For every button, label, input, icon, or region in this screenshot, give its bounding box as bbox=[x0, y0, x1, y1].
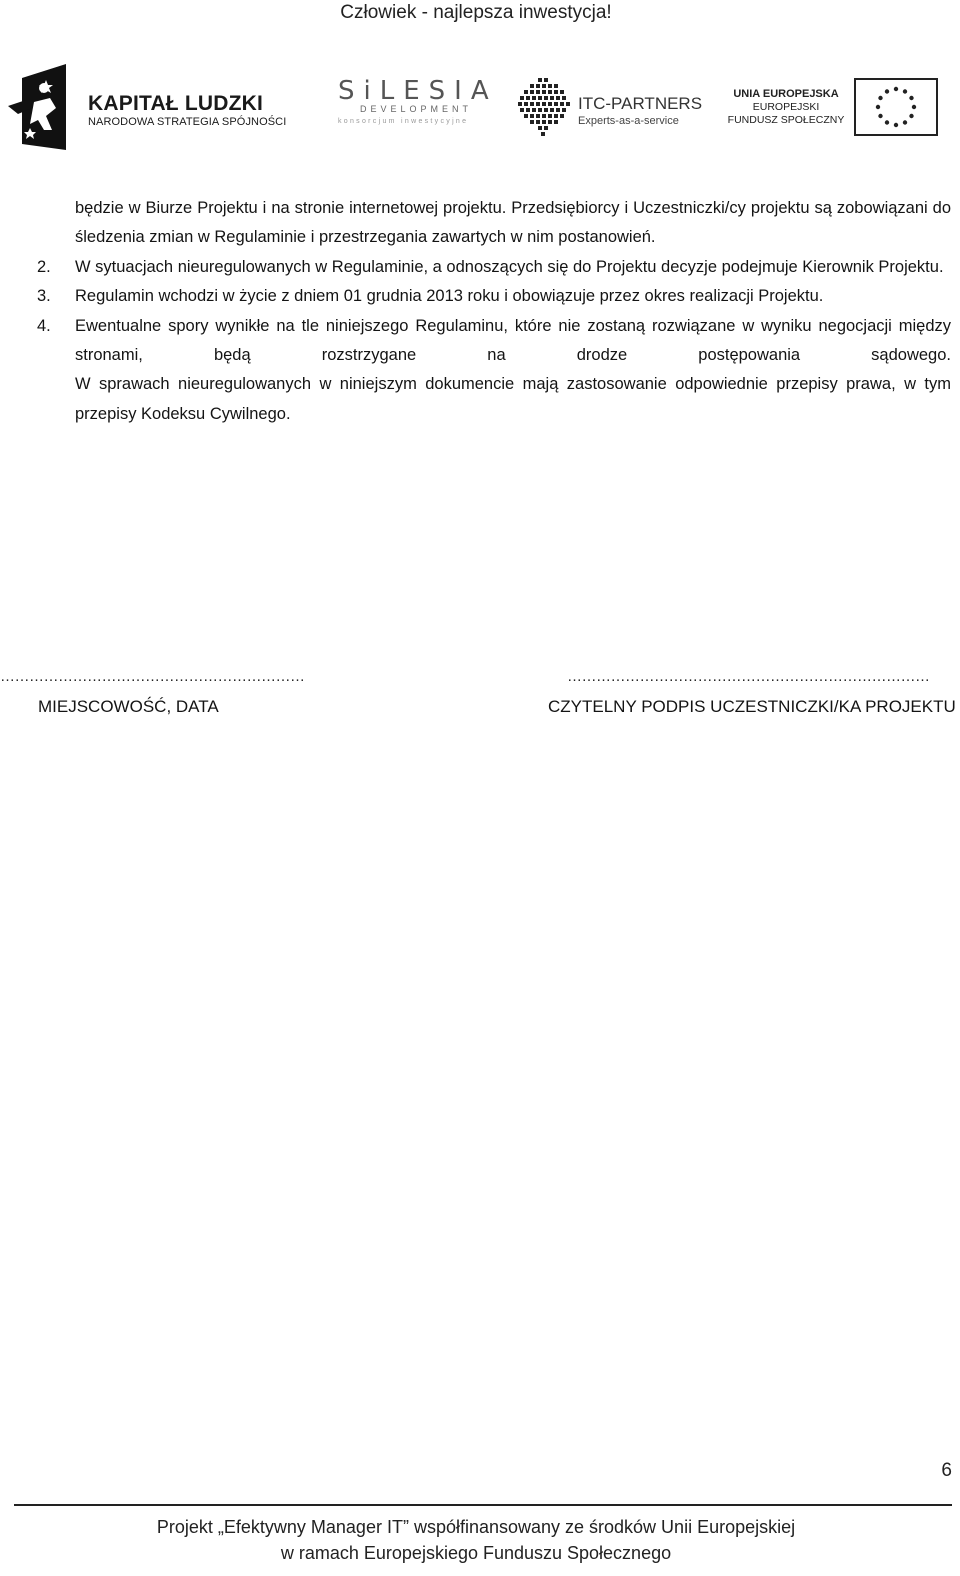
signature-dots-right: ………………………………………………………………… bbox=[567, 668, 930, 685]
itc-name: ITC-PARTNERS bbox=[578, 94, 703, 113]
eu-line3: FUNDUSZ SPOŁECZNY bbox=[727, 114, 845, 126]
continuation-paragraph: będzie w Biurze Projektu i na stronie internetowej projektu. Przedsiębiorcy i Uczestniczki/cy projektu są zobowiązani do śledzenia zmian w Regulaminie i przestrzegania zawartych w nim postanowień. bbox=[75, 199, 951, 247]
silesia-logo bbox=[338, 76, 498, 125]
itc-globe-icon bbox=[516, 76, 576, 138]
list-item bbox=[37, 253, 951, 282]
page-number: 6 bbox=[941, 1460, 952, 1481]
eu-line2: EUROPEJSKI bbox=[752, 101, 820, 113]
footer-line1: Projekt „Efektywny Manager IT” współfinansowany ze środków Unii Europejskiej bbox=[156, 1517, 796, 1537]
kapital-ludzki-subtitle: NARODOWA STRATEGIA SPÓJNOŚCI bbox=[88, 116, 287, 128]
page-footer bbox=[0, 1514, 952, 1566]
signature-label: CZYTELNY PODPIS UCZESTNICZKI/KA PROJEKTU bbox=[548, 697, 956, 716]
document-body bbox=[37, 194, 951, 429]
list-item-text: Regulamin wchodzi w życie z dniem 01 grudnia 2013 roku i obowiązuje przez okres realizacji Projektu. bbox=[75, 287, 824, 306]
place-date-label: MIEJSCOWOŚĆ, DATA bbox=[38, 697, 219, 716]
signature-dots-left: ……………………………………………………… bbox=[0, 668, 305, 685]
silesia-name: SiLESIA bbox=[338, 76, 498, 106]
page-header-title: Człowiek - najlepsza inwestycja! bbox=[340, 2, 612, 23]
eu-flag-icon bbox=[854, 78, 938, 136]
eu-logo bbox=[726, 64, 948, 154]
silesia-tagline: konsorcjum inwestycyjne bbox=[338, 118, 469, 125]
eu-line1: UNIA EUROPEJSKA bbox=[733, 88, 839, 100]
footer-divider bbox=[14, 1504, 952, 1506]
itc-partners-logo bbox=[516, 76, 706, 146]
list-item-number: 3. bbox=[37, 287, 51, 306]
silesia-sub: DEVELOPMENT bbox=[360, 104, 473, 114]
footer-line2: w ramach Europejskiego Funduszu Społecznego bbox=[280, 1543, 672, 1563]
list-item-number: 2. bbox=[37, 257, 51, 276]
list-item-number: 4. bbox=[37, 316, 51, 335]
list-item-text: W sytuacjach nieuregulowanych w Regulaminie, a odnoszących się do Projektu decyzje podejmuje Kierownik Projektu. bbox=[75, 257, 944, 276]
kapital-ludzki-name: KAPITAŁ LUDZKI bbox=[88, 92, 264, 115]
logo-bar bbox=[8, 64, 948, 154]
itc-tagline: Experts-as-a-service bbox=[578, 115, 679, 127]
kapital-ludzki-emblem-icon bbox=[8, 64, 70, 154]
kapital-ludzki-logo bbox=[8, 64, 288, 154]
list-item-text-continued: W sprawach nieuregulowanych w niniejszym dokumencie mają zastosowanie odpowiednie przepisy prawa, w tym przepisy Kodeksu Cywilnego. bbox=[75, 375, 951, 423]
list-item bbox=[37, 312, 951, 430]
list-item-text: Ewentualne spory wynikłe na tle niniejszego Regulaminu, które nie zostaną rozwiązane w wyniku negocjacji między stronami, będą rozstrzygane na drodze postępowania sądowego. bbox=[75, 316, 951, 365]
list-item bbox=[37, 282, 951, 311]
